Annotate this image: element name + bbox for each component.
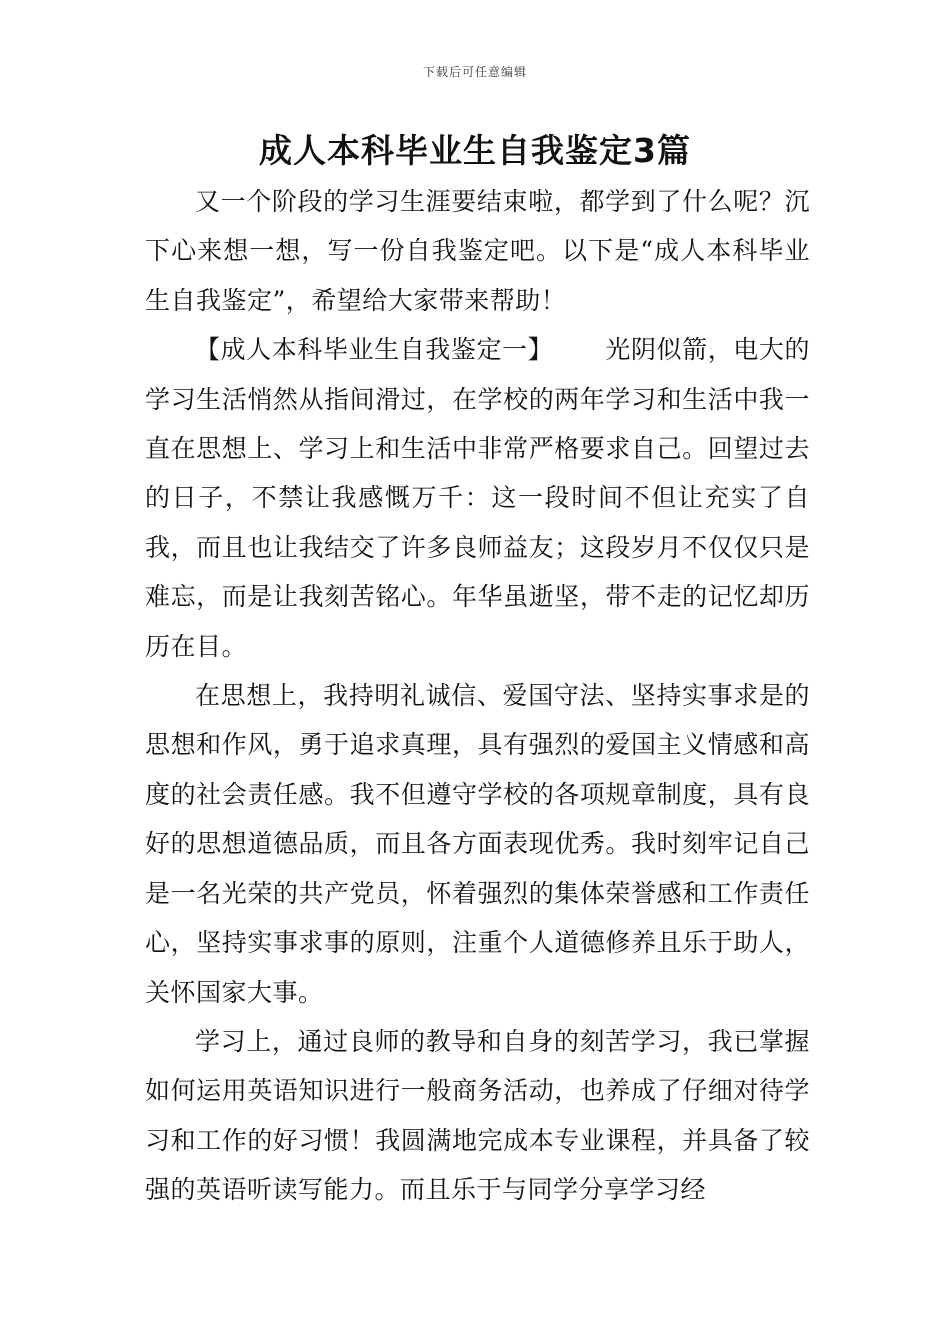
header-note: 下载后可任意编辑 xyxy=(422,65,527,79)
section-one-text: 光阴似箭，电大的学习生活悄然从指间滑过，在学校的两年学习和生活中我一直在思想上、学习上和生活中非常严格要求自己。回望过去的日子，不禁让我感慨万千：这一段时间不但让充实了自我，而且也让我结交了许多良师益友；这段岁月不仅仅只是难忘，而是让我刻苦铭心。年华虽逝坚，带不走的记忆却历历在目。 xyxy=(145,335,810,661)
document-title: 成人本科毕业生自我鉴定3篇 xyxy=(259,131,691,170)
document-body xyxy=(145,177,810,1215)
section-one-paragraph xyxy=(145,325,810,671)
section-one-heading: 【成人本科毕业生自我鉴定一】 xyxy=(195,335,554,365)
study-paragraph: 学习上，通过良师的教导和自身的刻苦学习，我已掌握如何运用英语知识进行一般商务活动，也养成了仔细对待学习和工作的好习惯！我圆满地完成本专业课程，并具备了较强的英语听读写能力。而且乐于与同学分享学习经 xyxy=(145,1026,810,1205)
thought-paragraph: 在思想上，我持明礼诚信、爱国守法、坚持实事求是的思想和作风，勇于追求真理，具有强烈的爱国主义情感和高度的社会责任感。我不但遵守学校的各项规章制度，具有良好的思想道德品质，而且各方面表现优秀。我时刻牢记自己是一名光荣的共产党员，怀着强烈的集体荣誉感和工作责任心，坚持实事求事的原则，注重个人道德修养且乐于助人，关怀国家大事。 xyxy=(145,681,810,1007)
intro-paragraph: 又一个阶段的学习生涯要结束啦，都学到了什么呢？沉下心来想一想，写一份自我鉴定吧。以下是“成人本科毕业生自我鉴定”，希望给大家带来帮助！ xyxy=(145,187,810,315)
